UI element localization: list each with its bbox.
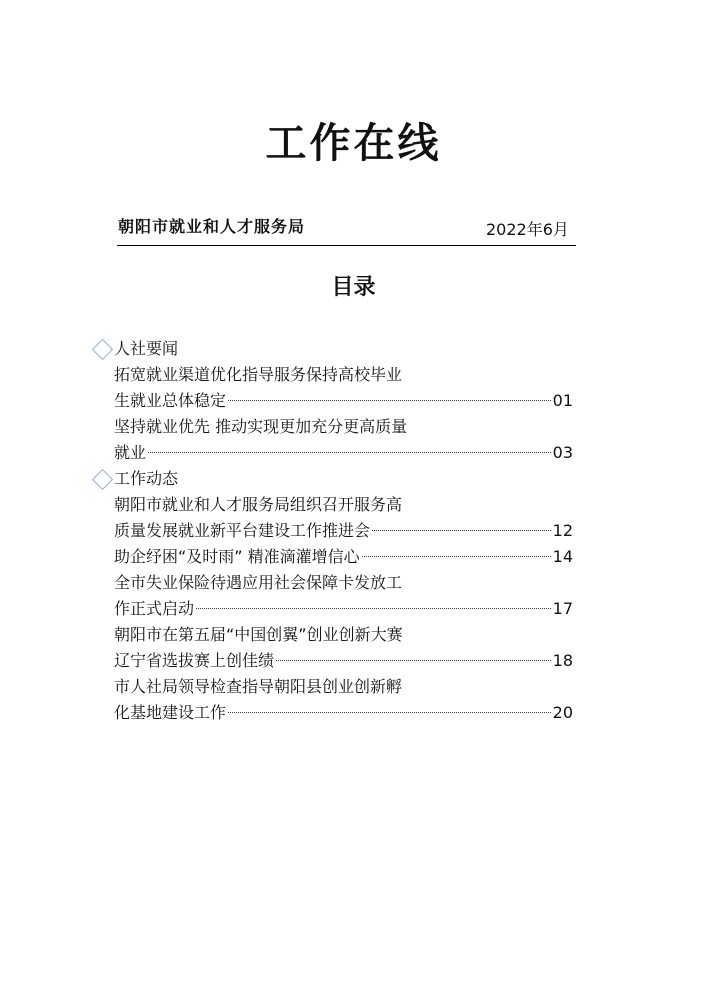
toc-entry-text: 就业 — [114, 443, 147, 462]
toc-entry-line[interactable] — [0, 544, 573, 570]
toc-entry-text: 生就业总体稳定 — [114, 391, 227, 410]
issue-date: 2022年6月 — [486, 220, 569, 239]
toc-entry-line[interactable] — [0, 596, 573, 622]
toc-entry-text: 化基地建设工作 — [114, 703, 227, 722]
leader-dots — [196, 608, 551, 609]
toc-entry-line[interactable] — [0, 570, 707, 596]
toc-entry-line[interactable] — [0, 414, 707, 440]
toc-page-number: 01 — [552, 391, 573, 410]
header-divider — [117, 245, 576, 246]
toc-entry-text: 朝阳市在第五届“中国创翼”创业创新大赛 — [114, 625, 403, 644]
toc-entry-line[interactable] — [0, 518, 573, 544]
toc-entry-text: 全市失业保险待遇应用社会保障卡发放工 — [114, 573, 403, 592]
table-of-contents — [0, 336, 707, 726]
toc-section — [0, 336, 707, 362]
toc-entry-text: 坚持就业优先 推动实现更加充分更高质量 — [114, 417, 408, 436]
toc-page-number: 14 — [552, 547, 573, 566]
document-title: 工作在线 — [265, 119, 442, 167]
toc-entry-text: 拓宽就业渠道优化指导服务保持高校毕业 — [114, 365, 403, 384]
toc-section-label: 人社要闻 — [114, 339, 179, 358]
toc-section — [0, 466, 707, 492]
toc-page-number: 12 — [552, 521, 573, 540]
leader-dots — [148, 452, 551, 453]
leader-dots — [362, 556, 551, 557]
toc-entry-line[interactable] — [0, 700, 573, 726]
leader-dots — [228, 400, 551, 401]
toc-entry-line[interactable] — [0, 388, 573, 414]
toc-entry-text: 质量发展就业新平台建设工作推进会 — [114, 521, 371, 540]
toc-entry-line[interactable] — [0, 674, 707, 700]
leader-dots — [228, 712, 551, 713]
toc-page-number: 03 — [552, 443, 573, 462]
leader-dots — [276, 660, 551, 661]
toc-entry-line[interactable] — [0, 492, 707, 518]
toc-heading: 目录 — [331, 275, 376, 300]
toc-entry-text: 辽宁省选拔赛上创佳绩 — [114, 651, 275, 670]
toc-entry-text: 作正式启动 — [114, 599, 195, 618]
toc-page-number: 17 — [552, 599, 573, 618]
toc-entry-line[interactable] — [0, 648, 573, 674]
leader-dots — [372, 530, 551, 531]
publisher-name: 朝阳市就业和人才服务局 — [118, 217, 306, 236]
toc-page-number: 20 — [552, 703, 573, 722]
toc-section-label: 工作动态 — [114, 469, 179, 488]
diamond-bullet-icon — [92, 469, 113, 490]
toc-page-number: 18 — [552, 651, 573, 670]
toc-entry-text: 助企纾困“及时雨” 精准滴灌增信心 — [114, 547, 360, 566]
toc-entry-line[interactable] — [0, 362, 707, 388]
toc-entry-text: 市人社局领导检查指导朝阳县创业创新孵 — [114, 677, 403, 696]
toc-entry-text: 朝阳市就业和人才服务局组织召开服务高 — [114, 495, 403, 514]
toc-entry-line[interactable] — [0, 440, 573, 466]
toc-entry-line[interactable] — [0, 622, 707, 648]
diamond-bullet-icon — [92, 339, 113, 360]
